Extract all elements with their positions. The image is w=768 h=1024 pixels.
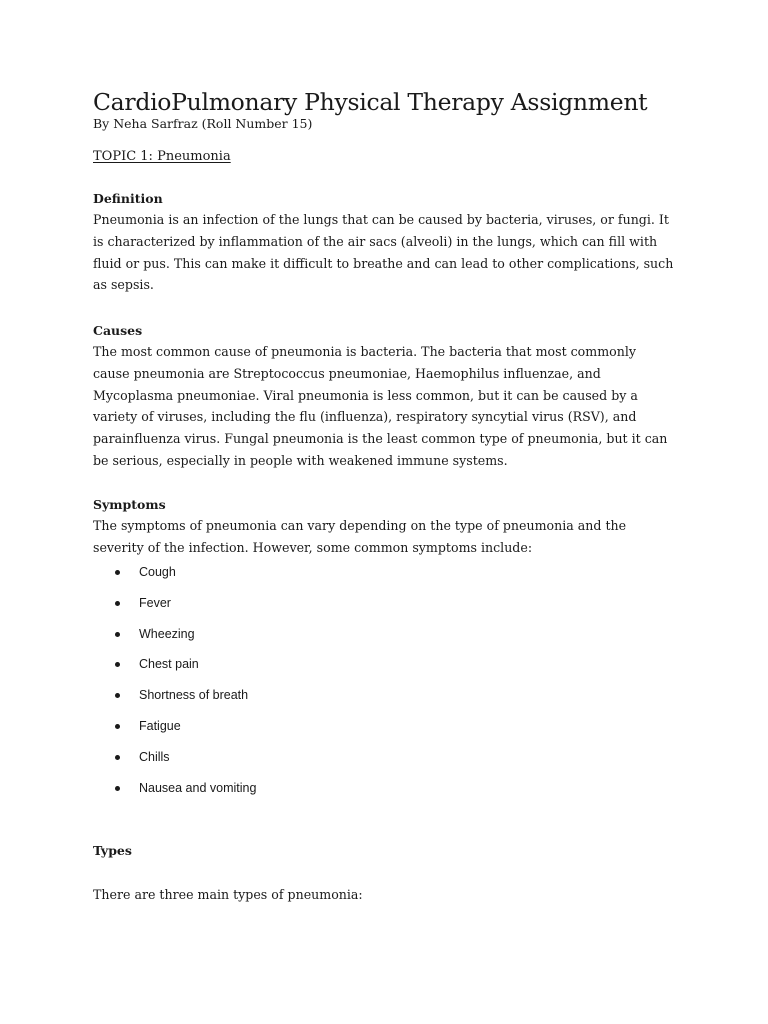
bullet-icon [115,786,120,791]
bullet-icon [115,724,120,729]
types-paragraph: There are three main types of pneumonia: [93,887,363,902]
topic-heading: TOPIC 1: Pneumonia [93,149,231,164]
list-item-label: Fever [139,595,171,610]
document-title: CardioPulmonary Physical Therapy Assignment [93,88,648,116]
document-page [93,0,683,1024]
bullet-icon [115,632,120,637]
list-item-label: Chills [139,749,170,764]
list-item-label: Shortness of breath [139,688,249,703]
causes-paragraph: The most common cause of pneumonia is bacteria. The bacteria that most commonly cause pneumonia are Streptococcus pneumoniae, Haemophilus influenzae, and Mycoplasma pneumoniae. Viral pneumonia is less common, but it can be caused by a variety of viruses, including the flu (influenza), respiratory syncytial virus (RSV), and parainfluenza virus. Fungal pneumonia is the least common type of pneumonia, but it can be serious, especially in people with weakened immune systems. [93,344,668,468]
list-item-label: Chest pain [139,657,199,672]
symptoms-paragraph: The symptoms of pneumonia can vary depending on the type of pneumonia and the severity of the infection. However, some common symptoms include: [93,518,627,555]
author-byline: By Neha Sarfraz (Roll Number 15) [93,116,313,131]
list-item-label: Nausea and vomiting [139,780,257,795]
bullet-icon [115,601,120,606]
list-item-label: Cough [139,565,176,579]
list-item-label: Wheezing [139,626,195,641]
definition-heading: Definition [93,191,163,206]
bullet-icon [115,662,120,667]
bullet-icon [115,570,120,575]
symptoms-heading: Symptoms [93,497,166,512]
bullet-icon [115,693,120,698]
list-item-label: Fatigue [139,718,181,733]
causes-heading: Causes [93,323,143,338]
bullet-icon [115,755,120,760]
types-heading: Types [93,843,132,858]
definition-paragraph: Pneumonia is an infection of the lungs that can be caused by bacteria, viruses, or fungi. It is characterized by inflammation of the air sacs (alveoli) in the lungs, which can fill with fluid or pus. This can make it difficult to breathe and can lead to other complications, such as sepsis. [93,212,674,293]
